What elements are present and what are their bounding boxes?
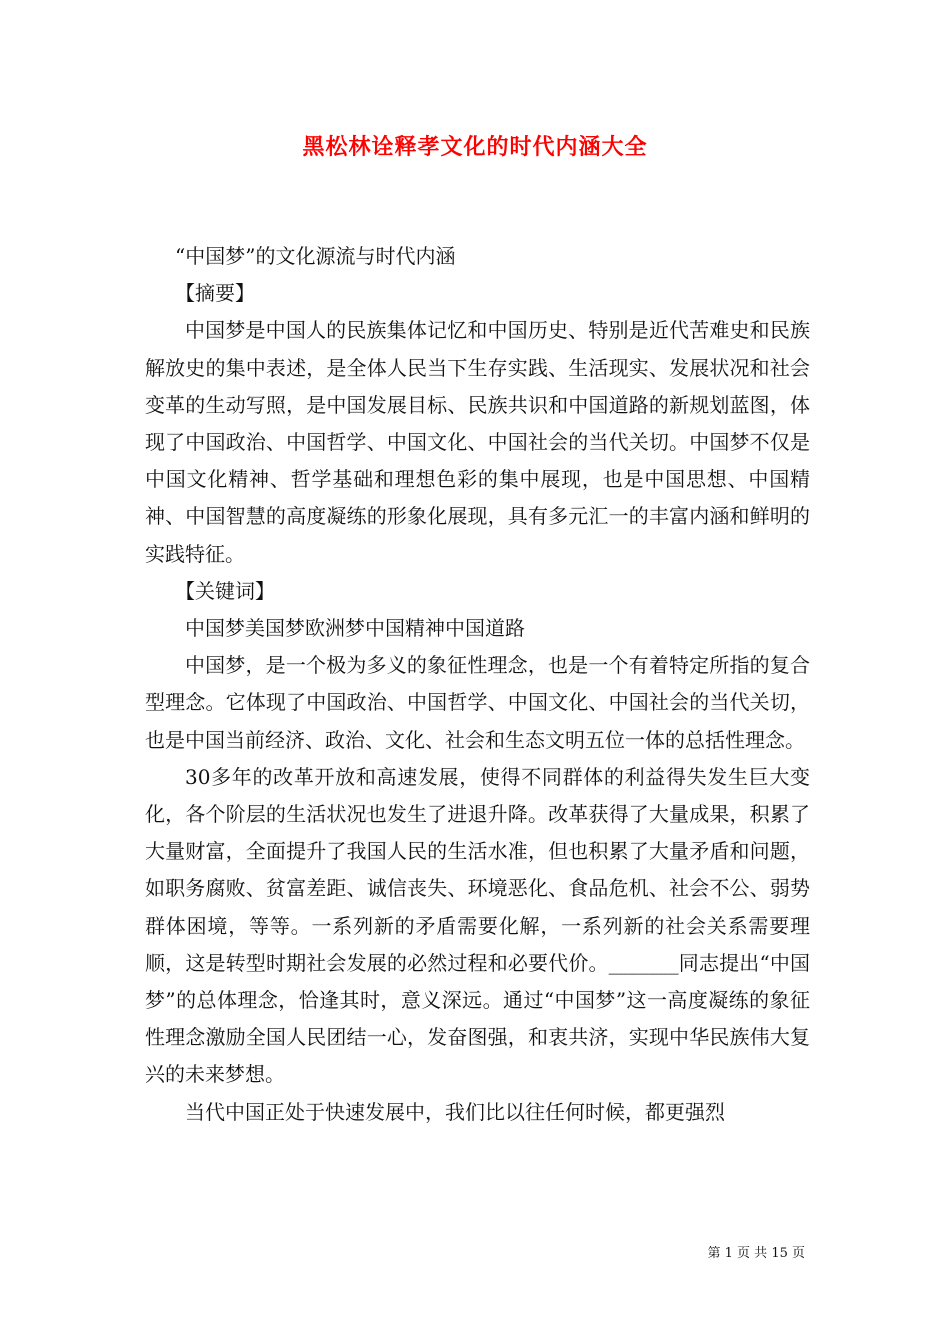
abstract-label: 【摘要】 [175, 281, 255, 306]
document-subtitle: “中国梦”的文化源流与时代内涵 [175, 244, 456, 268]
keywords-label: 【关键词】 [175, 578, 275, 603]
body-paragraph: 中国梦，是一个极为多义的象征性理念，也是一个有着特定所指的复合型理念。它体现了中国政治、中国哲学、中国文化、中国社会的当代关切，也是中国当前经济、政治、文化、社会和生态文明五位一体的总括性理念。 [145, 653, 810, 752]
document-title: 黑松林诠释孝文化的时代内涵大全 [302, 135, 648, 160]
body-paragraph: 30多年的改革开放和高速发展，使得不同群体的利益得失发生巨大变化，各个阶层的生活状况也发生了进退升降。改革获得了大量成果，积累了大量财富，全面提升了我国人民的生活水准，但也积累了大量矛盾和问题，如职务腐败、贫富差距、诚信丧失、环境恶化、食品危机、社会不公、弱势群体困境，等等。一系列新的矛盾需要化解，一系列新的社会关系需要理顺，这是转型时期社会发展的必然过程和必要代价。_______同志提出“中国梦”的总体理念，恰逢其时，意义深远。通过“中国梦”这一高度凝练的象征性理念激励全国人民团结一心，发奋图强，和衷共济，实现中华民族伟大复兴的未来梦想。 [145, 764, 810, 1087]
abstract-paragraph: 中国梦是中国人的民族集体记忆和中国历史、特别是近代苦难史和民族解放史的集中表述，是全体人民当下生存实践、生活现实、发展状况和社会变革的生动写照，是中国发展目标、民族共识和中国道路的新规划蓝图，体现了中国政治、中国哲学、中国文化、中国社会的当代关切。中国梦不仅是中国文化精神、哲学基础和理想色彩的集中展现，也是中国思想、中国精神、中国智慧的高度凝练的形象化展现，具有多元汇一的丰富内涵和鲜明的实践特征。 [145, 318, 810, 566]
keywords-paragraph: 中国梦美国梦欧洲梦中国精神中国道路 [185, 616, 525, 641]
body-paragraph: 当代中国正处于快速发展中，我们比以往任何时候，都更强烈 [185, 1099, 725, 1124]
page-number: 第 1 页 共 15 页 [707, 1246, 805, 1261]
document-body [145, 238, 810, 1131]
